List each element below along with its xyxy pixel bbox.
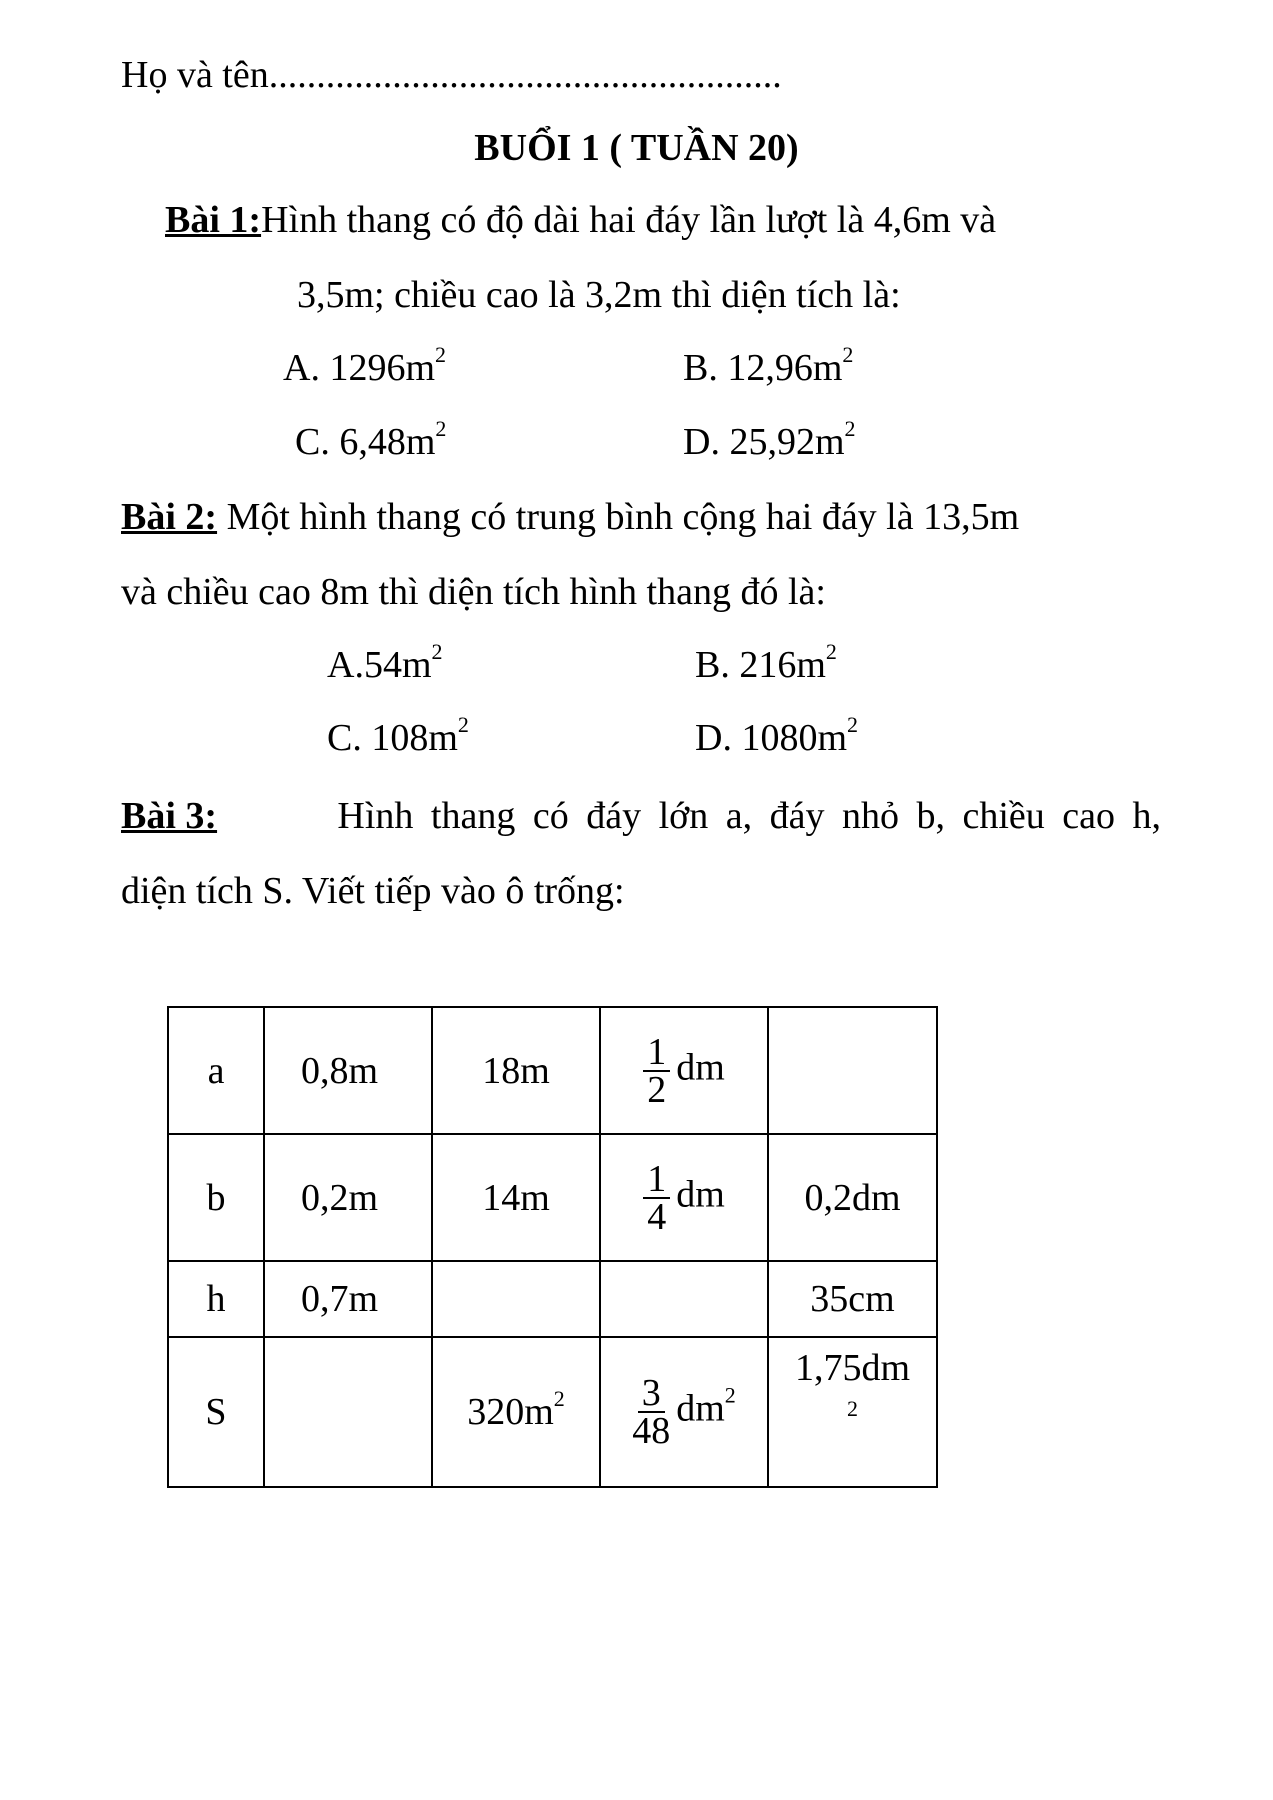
table-cell-empty[interactable] (600, 1261, 768, 1337)
table-cell: $320m^2$ (432, 1337, 600, 1487)
fraction: $\frac{1}{2}$ (643, 1034, 670, 1108)
bai1-text1: Hình thang có độ dài hai đáy lần lượt là 4,6m và (261, 199, 997, 241)
bai1-option-c: C. $6,48m^2$ (295, 416, 447, 463)
trapezoid-table (167, 1006, 938, 1488)
bai2-option-b: B. $216m^2$ (695, 639, 837, 686)
bai1-line2: 3,5m; chiều cao là 3,2m thì diện tích là: (297, 274, 901, 316)
bai2-line1 (121, 495, 1019, 539)
table-row-h (168, 1261, 937, 1337)
bai3-text1: Hình thang có đáy lớn a, đáy nhỏ b, chiều cao h, (337, 795, 1161, 837)
table-cell: 0,7m (264, 1261, 432, 1337)
table-row-b (168, 1134, 937, 1261)
bai1-option-b: B. $12,96m^2$ (683, 342, 854, 389)
fraction: $\frac{3}{48}$ (632, 1372, 671, 1452)
name-line: Họ và tên...................................................... (121, 54, 782, 96)
row-header: h (168, 1261, 264, 1337)
table-cell: $\frac{1}{2}$ dm (600, 1007, 768, 1134)
row-header: b (168, 1134, 264, 1261)
bai3-label: Bài 3: (121, 795, 218, 837)
table-cell: 0,2dm (768, 1134, 937, 1261)
table-cell: 1,75dm 2 (768, 1337, 937, 1487)
table-cell: 18m (432, 1007, 600, 1134)
table-cell: $\frac{3}{48}$ $dm^2$ (600, 1337, 768, 1487)
table-cell: 14m (432, 1134, 600, 1261)
table-cell: 0,2m (264, 1134, 432, 1261)
bai2-line2: và chiều cao 8m thì diện tích hình thang đó là: (121, 571, 826, 613)
bai1-option-d: D. $25,92m^2$ (683, 416, 856, 463)
table-cell: 0,8m (264, 1007, 432, 1134)
table-cell: $\frac{1}{4}$ dm (600, 1134, 768, 1261)
table-cell: 35cm (768, 1261, 937, 1337)
table-cell-empty[interactable] (768, 1007, 937, 1134)
bai1-label: Bài 1: (165, 199, 262, 241)
bai2-option-c: C. $108m^2$ (327, 712, 469, 759)
table-row-a (168, 1007, 937, 1134)
bai2-text1: Một hình thang có trung bình cộng hai đáy là 13,5m (226, 496, 1020, 538)
table-cell-empty[interactable] (432, 1261, 600, 1337)
bai2-option-d: D. $1080m^2$ (695, 712, 858, 759)
bai1-option-a: A. $1296m^2$ (283, 342, 446, 389)
table-cell-empty[interactable] (264, 1337, 432, 1487)
fraction: $\frac{1}{4}$ (643, 1161, 670, 1235)
row-header: a (168, 1007, 264, 1134)
bai3-line1 (121, 794, 1161, 838)
table-row-s (168, 1337, 937, 1487)
bai2-option-a: $A.54m^2$ (327, 639, 443, 686)
bai2-label: Bài 2: (121, 496, 218, 538)
bai1-line1 (165, 198, 996, 242)
page-title: BUỔI 1 ( TUẦN 20) (474, 127, 799, 169)
row-header: S (168, 1337, 264, 1487)
bai3-line2: diện tích S. Viết tiếp vào ô trống: (121, 870, 625, 912)
